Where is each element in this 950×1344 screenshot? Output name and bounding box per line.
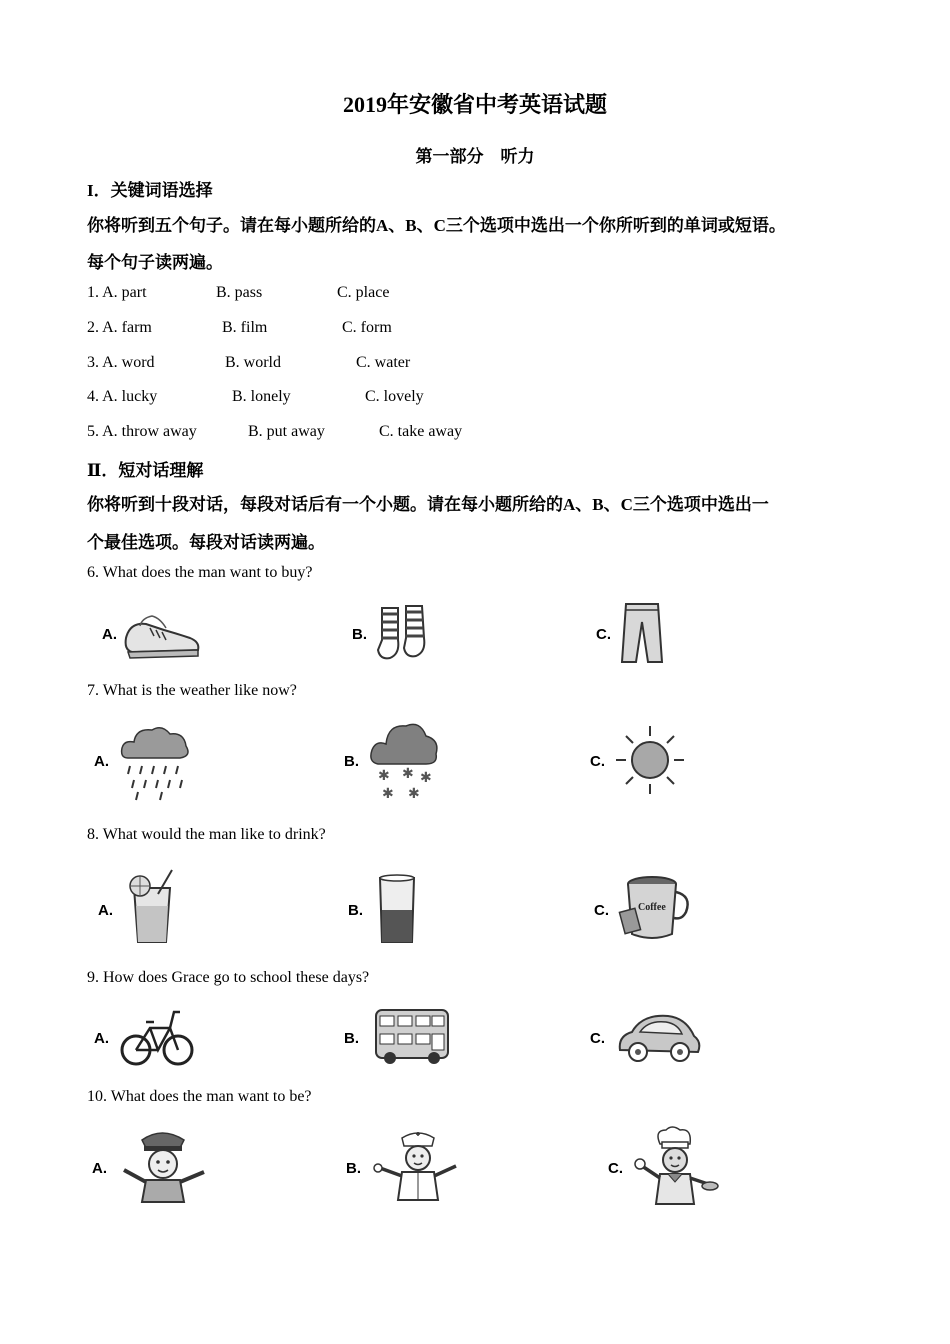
q5-option-b: B. put away (248, 423, 325, 440)
q5-option-a: 5. A. throw away (87, 423, 197, 440)
q10-label-b: B. (346, 1160, 361, 1177)
q6-label-b: B. (352, 626, 367, 643)
socks-icon (372, 604, 432, 664)
section2-instruction-line1: 你将听到十段对话，每段对话后有一个小题。请在每小题所给的A、B、C三个选项中选出一 (87, 495, 769, 514)
question-10-text: 10. What does the man want to be? (87, 1088, 312, 1105)
q2-option-c: C. form (342, 319, 392, 336)
q3-option-a: 3. A. word (87, 354, 155, 371)
svg-text:✱: ✱ (378, 768, 390, 784)
q3-option-c: C. water (356, 354, 411, 371)
q1-option-b: B. pass (216, 284, 263, 301)
q8-label-b: B. (348, 902, 363, 919)
juice-glass-icon (122, 868, 182, 946)
snow-cloud-icon (368, 718, 440, 802)
sun-icon (614, 722, 686, 798)
q5-option-c: C. take away (379, 423, 463, 440)
section2-instruction-line2: 个最佳选项。每段对话读两遍。 (87, 533, 325, 552)
q1-option-c: C. place (337, 284, 390, 301)
q9-label-b: B. (344, 1030, 359, 1047)
section2-heading: Ⅱ．短对话理解 (87, 461, 204, 480)
question-9-text: 9. How does Grace go to school these days? (87, 969, 370, 986)
doctor-icon (372, 1126, 464, 1206)
q7-label-b: B. (344, 753, 359, 770)
q6-label-a: A. (102, 626, 117, 643)
section1-heading: I．关键词语选择 (87, 181, 213, 200)
q7-label-c: C. (590, 753, 605, 770)
q9-label-c: C. (590, 1030, 605, 1047)
q1-option-a: 1. A. part (87, 284, 147, 301)
car-icon (614, 1010, 702, 1066)
q10-label-a: A. (92, 1160, 107, 1177)
q8-label-c: C. (594, 902, 609, 919)
q2-option-a: 2. A. farm (87, 319, 152, 336)
cook-icon (630, 1126, 722, 1210)
q7-label-a: A. (94, 753, 109, 770)
bus-icon (372, 1008, 452, 1066)
q2-option-b: B. film (222, 319, 268, 336)
q4-option-a: 4. A. lucky (87, 388, 158, 405)
rain-cloud-icon (118, 722, 192, 802)
question-6-text: 6. What does the man want to buy? (87, 564, 313, 581)
bicycle-icon (118, 1004, 196, 1070)
sneaker-icon (120, 610, 204, 660)
trousers-icon (620, 602, 664, 666)
svg-text:✱: ✱ (382, 786, 394, 802)
svg-text:✱: ✱ (408, 786, 420, 802)
water-glass-icon (374, 874, 420, 946)
q4-option-c: C. lovely (365, 388, 424, 405)
svg-text:✱: ✱ (420, 770, 432, 786)
q4-option-b: B. lonely (232, 388, 291, 405)
part-title: 第一部分 听力 (415, 147, 535, 166)
q8-label-a: A. (98, 902, 113, 919)
question-8-text: 8. What would the man like to drink? (87, 826, 326, 843)
coffee-cup-icon (616, 870, 692, 944)
q10-label-c: C. (608, 1160, 623, 1177)
page-title: 2019年安徽省中考英语试题 (342, 92, 607, 117)
section1-instruction-line2: 每个句子读两遍。 (87, 253, 223, 272)
q3-option-b: B. world (225, 354, 281, 371)
svg-text:✱: ✱ (402, 766, 414, 782)
section1-instruction-line1: 你将听到五个句子。请在每小题所给的A、B、C三个选项中选出一个你所听到的单词或短语。 (87, 216, 786, 235)
q6-label-c: C. (596, 626, 611, 643)
coffee-cup-label: Coffee (638, 902, 666, 913)
question-7-text: 7. What is the weather like now? (87, 682, 297, 699)
policeman-icon (118, 1126, 210, 1206)
q9-label-a: A. (94, 1030, 109, 1047)
